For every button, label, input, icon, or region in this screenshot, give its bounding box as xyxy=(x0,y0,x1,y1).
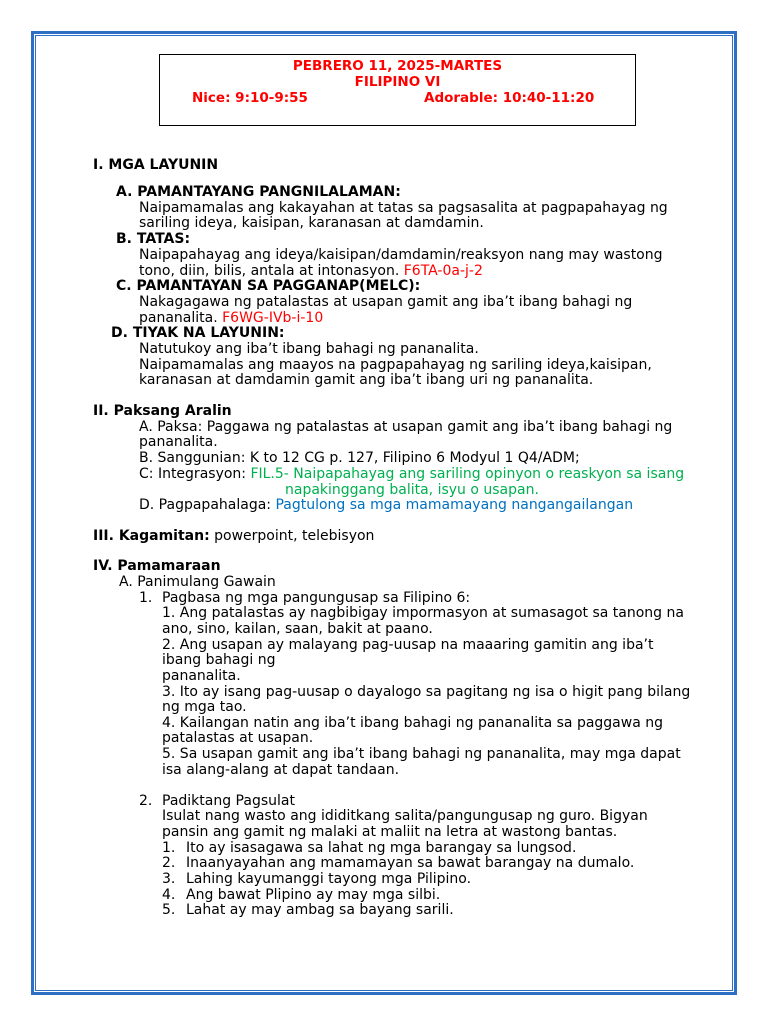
sec2-paksa-line: pananalita. xyxy=(139,434,218,450)
sec4-item1-line: pananalita. xyxy=(162,668,241,684)
sec4-item1-line: isa alang-alang at dapat tandaan. xyxy=(162,762,400,778)
sec2-integrasyon-label: C: Integrasyon: xyxy=(139,466,251,482)
sec4-item2-label: Padiktang Pagsulat xyxy=(162,793,295,809)
sec4-item2-list-text: Inaanyayahan ang mamamayan sa bawat barangay na dumalo. xyxy=(186,855,635,871)
sec4-item2-list-text: Ang bawat Plipino ay may mga silbi. xyxy=(186,887,441,903)
sec4-item2-list-number: 5. xyxy=(162,902,176,918)
section-2-heading: II. Paksang Aralin xyxy=(93,403,232,419)
sec1-a-line: Naipamamalas ang kakayahan at tatas sa pagsasalita at pagpapahayag ng xyxy=(139,200,668,216)
section-3-text: powerpoint, telebisyon xyxy=(209,528,375,544)
sec4-item2-line: Isulat nang wasto ang ididitkang salita/pangungusap ng guro. Bigyan xyxy=(162,808,648,824)
sec4-sub-a: A. Panimulang Gawain xyxy=(119,574,276,590)
sec1-c-label: C. PAMANTAYAN SA PAGGANAP(MELC): xyxy=(116,278,421,294)
sec4-item1-line: ibang bahagi ng xyxy=(162,652,276,668)
sec4-item2-list-text: Lahing kayumanggi tayong mga Pilipino. xyxy=(186,871,472,887)
sec4-item2-list-text: Ito ay isasagawa sa lahat ng mga barangay sa lungsod. xyxy=(186,840,577,856)
sec1-c-line: Nakagagawa ng patalastas at usapan gamit ang iba’t ibang bahagi ng xyxy=(139,294,633,310)
sec1-d-letter: D xyxy=(111,325,123,341)
sec4-item1-line: 5. Sa usapan gamit ang iba’t ibang bahagi ng pananalita, may mga dapat xyxy=(162,746,681,762)
sec4-item1-line: 3. Ito ay isang pag-uusap o dayalogo sa pagitang ng isa o higit pang bilang xyxy=(162,684,691,700)
sec2-pagpapahalaga-label: D. Pagpapahalaga: xyxy=(139,497,276,513)
header-nice-schedule: Nice: 9:10-9:55 xyxy=(192,90,308,106)
header-box xyxy=(159,54,636,126)
header-adorable-schedule: Adorable: 10:40-11:20 xyxy=(424,90,595,106)
sec4-item1-line: 4. Kailangan natin ang iba’t ibang bahagi ng pananalita sa paggawa ng xyxy=(162,715,663,731)
sec4-item1-number: 1. xyxy=(139,590,153,606)
sec1-c-code: F6WG-IVb-i-10 xyxy=(222,310,324,326)
sec1-b-line xyxy=(139,263,483,279)
sec4-item1-line: patalastas at usapan. xyxy=(162,730,314,746)
sec4-item1-line: ng mga tao. xyxy=(162,699,247,715)
sec1-b-text: tono, diin, bilis, antala at intonasyon. xyxy=(139,263,404,279)
sec2-pagpapahalaga xyxy=(139,497,633,513)
sec1-d-line: Naipamamalas ang maayos na pagpapahayag ng sariling ideya,kaisipan, xyxy=(139,357,652,373)
header-date: PEBRERO 11, 2025-MARTES xyxy=(292,58,503,74)
sec1-b-code: F6TA-0a-j-2 xyxy=(403,263,483,279)
sec1-c-text: pananalita. xyxy=(139,310,223,326)
sec4-item2-list-number: 3. xyxy=(162,871,176,887)
sec2-sanggunian: B. Sanggunian: K to 12 CG p. 127, Filipino 6 Modyul 1 Q4/ADM; xyxy=(139,450,580,466)
sec1-b-line: Naipapahayag ang ideya/kaisipan/damdamin/reaksyon nang may wastong xyxy=(139,247,663,263)
sec2-integrasyon-text: FIL.5- Naipapahayag ang sariling opinyon o reaskyon sa isang xyxy=(250,466,685,482)
sec4-item2-line: pansin ang gamit ng malaki at maliit na letra at wastong bantas. xyxy=(162,824,618,840)
sec4-item1-line: ano, sino, kailan, saan, bakit at paano. xyxy=(162,621,433,637)
sec1-c-line xyxy=(139,310,323,326)
sec4-item1-line: 1. Ang patalastas ay nagbibigay impormasyon at sumasagot sa tanong na xyxy=(162,605,684,621)
sec1-a-line: sariling ideya, kaisipan, karanasan at damdamin. xyxy=(139,215,484,231)
sec1-d-line: Natutukoy ang iba’t ibang bahagi ng pananalita. xyxy=(139,341,479,357)
sec4-item2-list-number: 2. xyxy=(162,855,176,871)
sec2-integrasyon xyxy=(139,466,684,482)
sec4-item1-label: Pagbasa ng mga pangungusap sa Filipino 6: xyxy=(162,590,471,606)
sec1-d-line: karanasan at damdamin gamit ang iba’t ibang uri ng pananalita. xyxy=(139,372,594,388)
sec2-integrasyon-text-cont: napakinggang balita, isyu o usapan. xyxy=(285,482,539,498)
section-4-heading: IV. Pamamaraan xyxy=(93,558,221,574)
sec1-a-label: A. PAMANTAYANG PANGNILALAMAN: xyxy=(116,184,401,200)
sec4-item1-line: 2. Ang usapan ay malayang pag-uusap na maaaring gamitin ang iba’t xyxy=(162,637,654,653)
sec4-item2-list-number: 1. xyxy=(162,840,176,856)
sec1-b-label: B. TATAS: xyxy=(116,231,191,247)
sec4-item2-list-number: 4. xyxy=(162,887,176,903)
sec1-d-title: . TIYAK NA LAYUNIN: xyxy=(122,325,285,341)
section-1-heading: I. MGA LAYUNIN xyxy=(93,157,219,173)
sec2-pagpapahalaga-text: Pagtulong sa mga mamamayang nangangailangan xyxy=(275,497,634,513)
section-3 xyxy=(93,528,374,544)
sec4-item2-number: 2. xyxy=(139,793,153,809)
sec2-paksa-line: A. Paksa: Paggawa ng patalastas at usapan gamit ang iba’t ibang bahagi ng xyxy=(139,419,673,435)
header-subject: FILIPINO VI xyxy=(354,74,441,90)
section-3-heading: III. Kagamitan: xyxy=(93,528,210,544)
sec1-d-label xyxy=(111,325,285,341)
sec4-item2-list-text: Lahat ay may ambag sa bayang sarili. xyxy=(186,902,454,918)
